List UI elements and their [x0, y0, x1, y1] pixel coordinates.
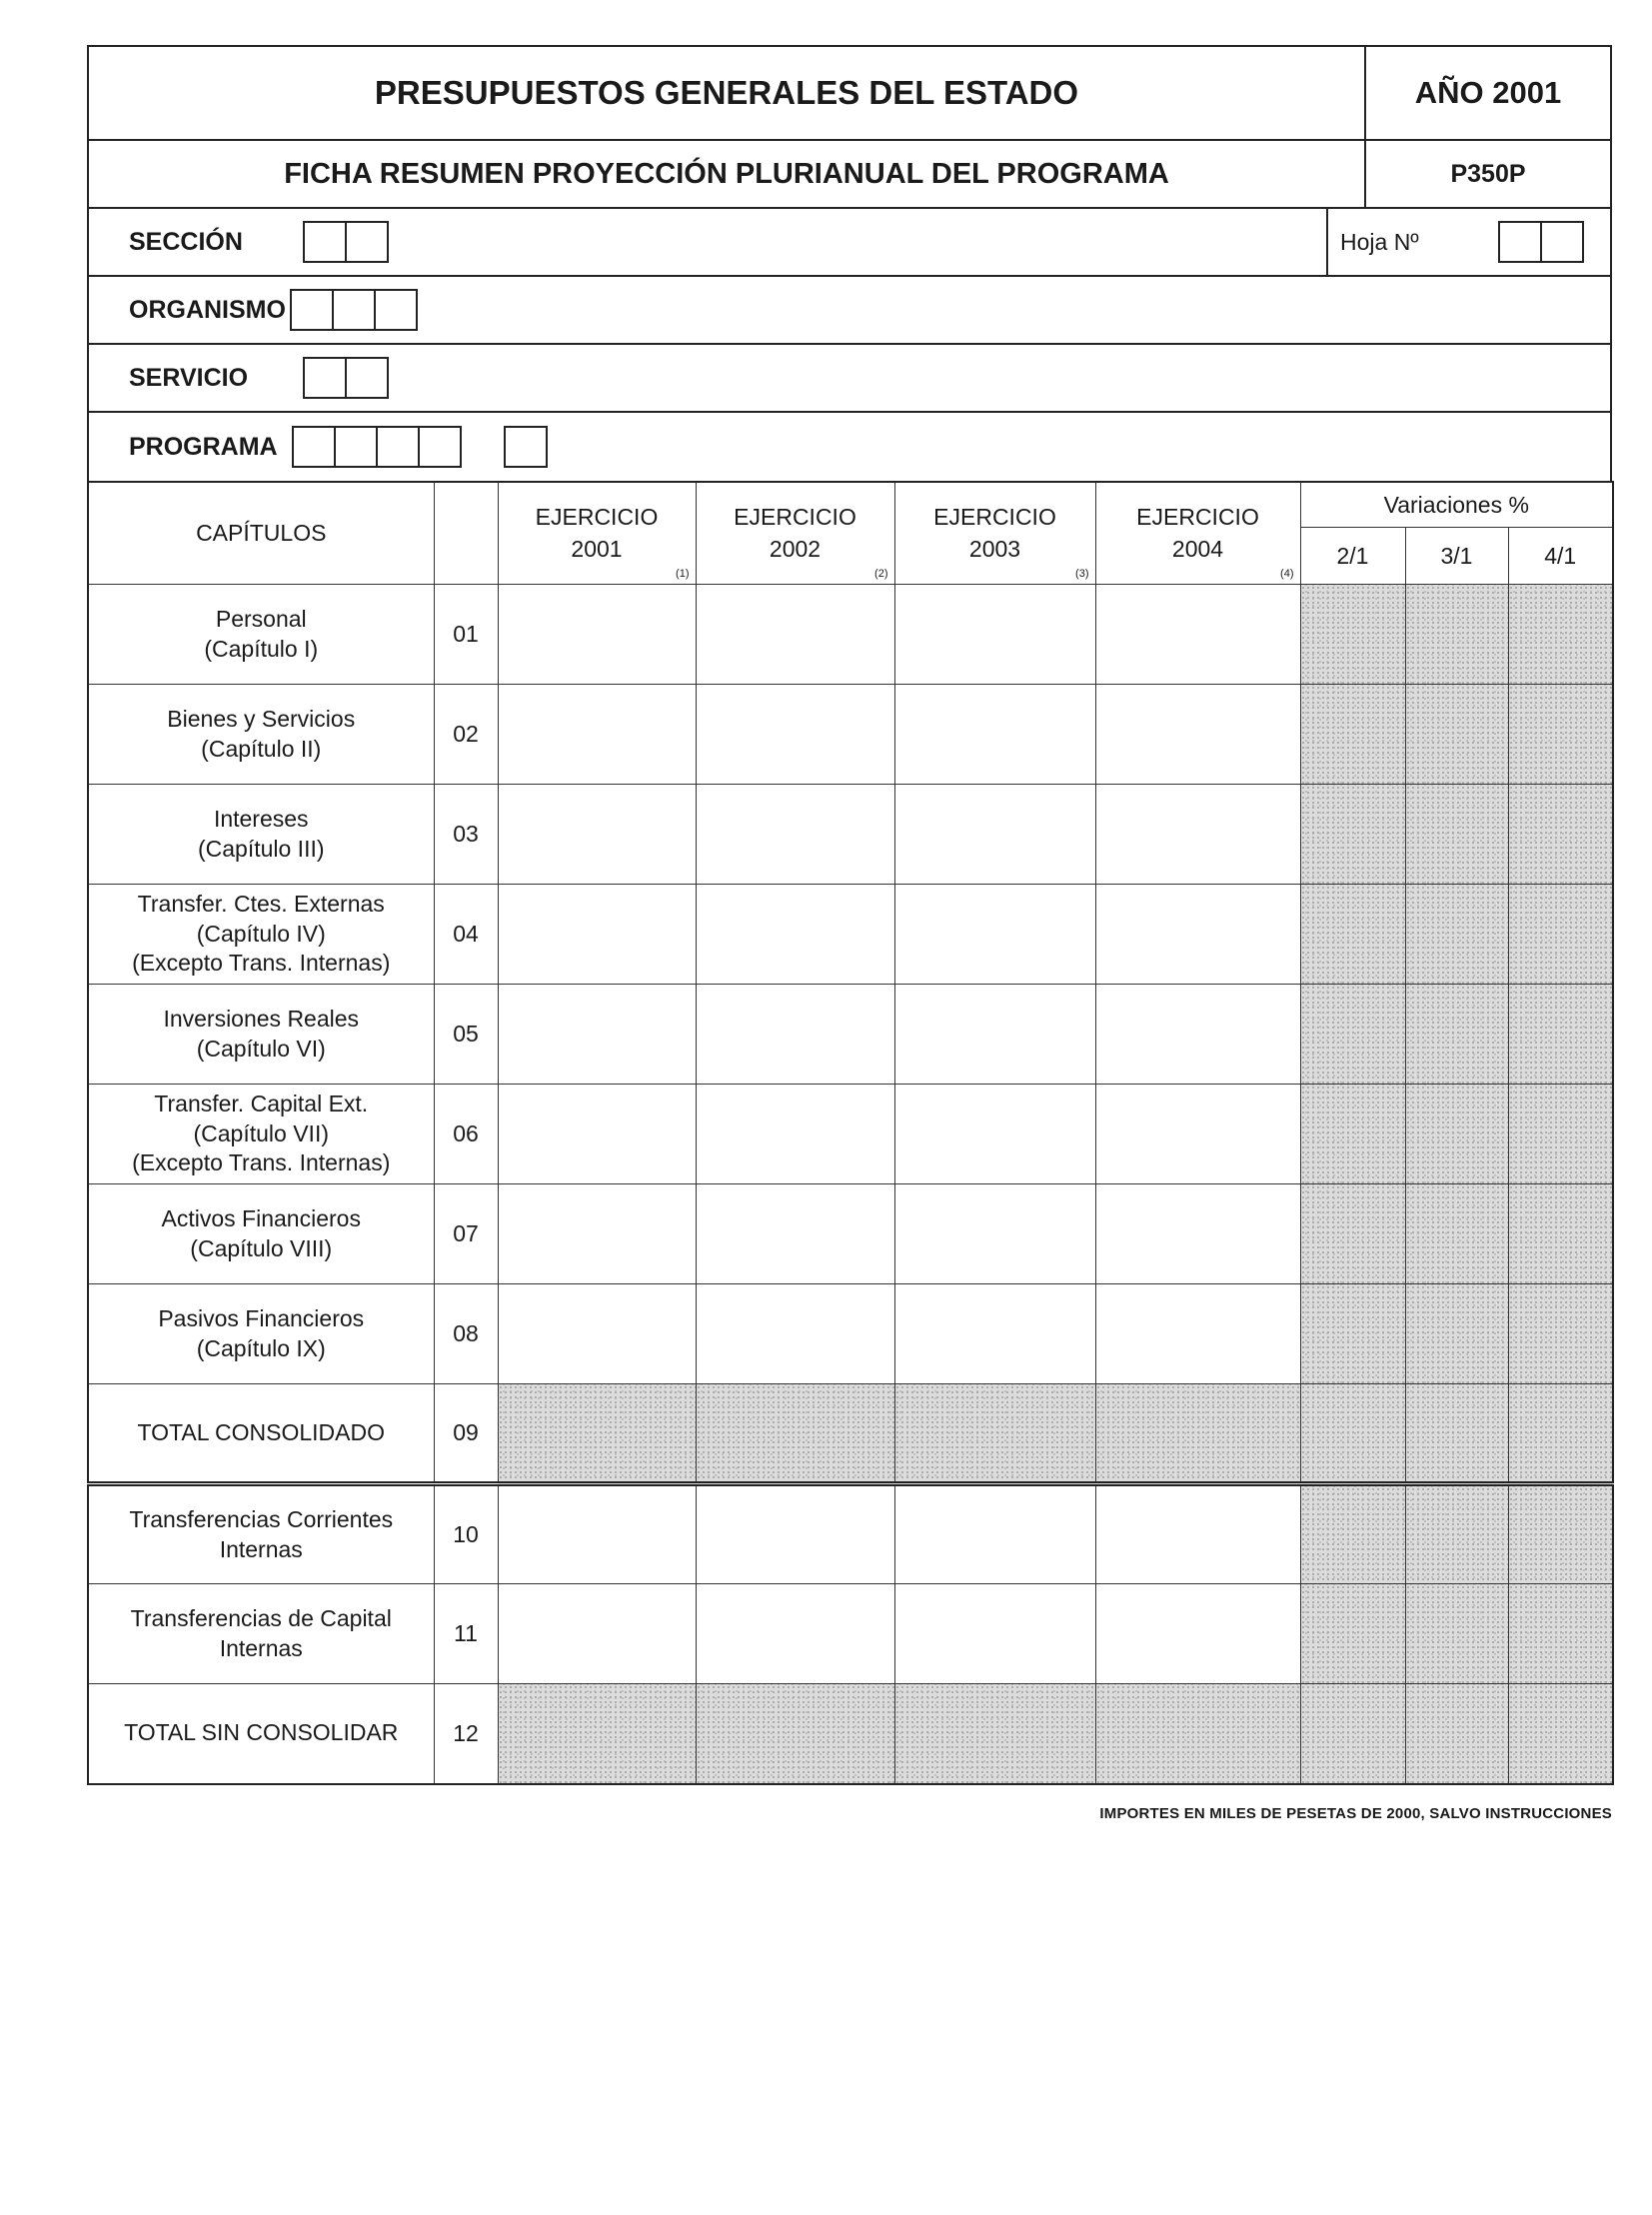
table-row	[88, 1184, 1613, 1284]
variation-cell	[1405, 985, 1508, 1085]
table-row	[88, 885, 1613, 985]
variation-cell	[1508, 1584, 1613, 1684]
ejercicio-header-2003	[894, 482, 1095, 585]
amount-cell	[696, 1684, 894, 1784]
form-year: AÑO 2001	[1364, 47, 1610, 139]
table-row	[88, 1284, 1613, 1384]
ejercicio-header-2002	[696, 482, 894, 585]
row-code: 09	[434, 1384, 498, 1484]
row-label: Pasivos Financieros (Capítulo IX)	[88, 1284, 434, 1384]
amount-cell[interactable]	[1095, 585, 1300, 685]
table-row	[88, 1484, 1613, 1584]
servicio-field	[87, 343, 1612, 411]
row-code: 07	[434, 1184, 498, 1284]
subtitle-row	[87, 139, 1612, 207]
amount-cell[interactable]	[1095, 985, 1300, 1085]
variation-cell	[1405, 785, 1508, 885]
amount-cell[interactable]	[498, 585, 696, 685]
variation-cell	[1300, 785, 1405, 885]
variation-cell	[1508, 985, 1613, 1085]
ratio-header-3-1: 3/1	[1405, 528, 1508, 585]
amount-cell[interactable]	[894, 1085, 1095, 1184]
ejercicio-label: EJERCICIO	[933, 504, 1056, 531]
amount-cell[interactable]	[498, 1484, 696, 1584]
ejercicio-header-2001	[498, 482, 696, 585]
row-code: 08	[434, 1284, 498, 1384]
ratio-header-2-1: 2/1	[1300, 528, 1405, 585]
row-code: 01	[434, 585, 498, 685]
amount-cell[interactable]	[696, 1184, 894, 1284]
seccion-row	[87, 207, 1612, 275]
row-code: 02	[434, 685, 498, 785]
variation-cell	[1508, 585, 1613, 685]
row-code: 04	[434, 885, 498, 985]
variation-cell	[1508, 685, 1613, 785]
variation-cell	[1300, 1284, 1405, 1384]
form-subtitle: FICHA RESUMEN PROYECCIÓN PLURIANUAL DEL PROGRAMA	[284, 157, 1169, 190]
amount-cell[interactable]	[498, 1284, 696, 1384]
row-code: 10	[434, 1484, 498, 1584]
variaciones-header: Variaciones %	[1300, 482, 1613, 528]
amount-cell	[498, 1684, 696, 1784]
amount-cell[interactable]	[894, 885, 1095, 985]
variation-cell	[1508, 1384, 1613, 1484]
programa-label: PROGRAMA	[129, 432, 278, 461]
ejercicio-note: (1)	[676, 568, 690, 581]
ejercicio-label: EJERCICIO	[734, 504, 856, 531]
amount-cell[interactable]	[498, 1584, 696, 1684]
row-label: TOTAL CONSOLIDADO	[88, 1384, 434, 1484]
amount-cell[interactable]	[696, 685, 894, 785]
footer-note: IMPORTES EN MILES DE PESETAS DE 2000, SALVO INSTRUCCIONES	[1099, 1805, 1612, 1822]
ejercicio-year: 2004	[1171, 535, 1224, 562]
amount-cell[interactable]	[696, 1484, 894, 1584]
row-label: Activos Financieros (Capítulo VIII)	[88, 1184, 434, 1284]
variation-cell	[1508, 885, 1613, 985]
organismo-input[interactable]	[290, 289, 418, 331]
capitulos-header: CAPÍTULOS	[88, 482, 434, 585]
amount-cell[interactable]	[498, 985, 696, 1085]
variation-cell	[1405, 685, 1508, 785]
amount-cell[interactable]	[894, 1584, 1095, 1684]
ejercicio-note: (4)	[1280, 568, 1294, 581]
variation-cell	[1300, 685, 1405, 785]
budget-form	[87, 45, 1612, 1785]
ejercicio-note: (3)	[1075, 568, 1089, 581]
organismo-field	[87, 275, 1612, 343]
amount-cell[interactable]	[498, 685, 696, 785]
amount-cell[interactable]	[696, 885, 894, 985]
ejercicio-label: EJERCICIO	[1136, 504, 1259, 531]
variation-cell	[1405, 1384, 1508, 1484]
row-label: Inversiones Reales (Capítulo VI)	[88, 985, 434, 1085]
variation-cell	[1405, 1484, 1508, 1584]
row-label: Transfer. Capital Ext. (Capítulo VII) (Excepto Trans. Internas)	[88, 1085, 434, 1184]
row-code: 11	[434, 1584, 498, 1684]
amount-cell[interactable]	[894, 985, 1095, 1085]
ejercicio-header-2004	[1095, 482, 1300, 585]
ejercicio-note: (2)	[874, 568, 888, 581]
amount-cell[interactable]	[498, 785, 696, 885]
servicio-label: SERVICIO	[129, 363, 249, 392]
variation-cell	[1508, 1284, 1613, 1384]
variation-cell	[1300, 1684, 1405, 1784]
amount-cell[interactable]	[1095, 1184, 1300, 1284]
organismo-label: ORGANISMO	[129, 295, 286, 324]
amount-cell[interactable]	[1095, 1284, 1300, 1384]
row-label: Transfer. Ctes. Externas (Capítulo IV) (Excepto Trans. Internas)	[88, 885, 434, 985]
amount-cell[interactable]	[1095, 1085, 1300, 1184]
variation-cell	[1300, 1184, 1405, 1284]
amount-cell[interactable]	[894, 1284, 1095, 1384]
variation-cell	[1300, 1384, 1405, 1484]
variation-cell	[1508, 1085, 1613, 1184]
amount-cell[interactable]	[894, 785, 1095, 885]
amount-cell[interactable]	[894, 1484, 1095, 1584]
ejercicio-label: EJERCICIO	[535, 504, 659, 531]
amount-cell[interactable]	[498, 1184, 696, 1284]
amount-cell[interactable]	[894, 1184, 1095, 1284]
amount-cell[interactable]	[696, 585, 894, 685]
variation-cell	[1508, 785, 1613, 885]
amount-cell	[894, 1684, 1095, 1784]
variation-cell	[1405, 1684, 1508, 1784]
amount-cell	[696, 1384, 894, 1484]
amount-cell[interactable]	[696, 1284, 894, 1384]
amount-cell[interactable]	[1095, 885, 1300, 985]
amount-cell[interactable]	[696, 785, 894, 885]
variation-cell	[1300, 1584, 1405, 1684]
table-row	[88, 785, 1613, 885]
programa-field	[87, 411, 1612, 481]
variation-cell	[1508, 1184, 1613, 1284]
table-row	[88, 1684, 1613, 1784]
row-code: 06	[434, 1085, 498, 1184]
variation-cell	[1508, 1484, 1613, 1584]
variation-cell	[1300, 985, 1405, 1085]
ejercicio-year: 2003	[968, 535, 1021, 562]
table-row	[88, 1584, 1613, 1684]
title-row	[87, 45, 1612, 139]
variation-cell	[1300, 885, 1405, 985]
amount-cell[interactable]	[696, 1085, 894, 1184]
table-row	[88, 985, 1613, 1085]
amount-cell	[1095, 1384, 1300, 1484]
budget-table	[87, 481, 1614, 1785]
table-row	[88, 685, 1613, 785]
amount-cell	[1095, 1684, 1300, 1784]
amount-cell[interactable]	[1095, 1584, 1300, 1684]
seccion-input[interactable]	[303, 221, 389, 263]
variation-cell	[1405, 1584, 1508, 1684]
variation-cell	[1405, 1284, 1508, 1384]
amount-cell[interactable]	[894, 585, 1095, 685]
row-code: 05	[434, 985, 498, 1085]
variation-cell	[1405, 585, 1508, 685]
variation-cell	[1300, 1085, 1405, 1184]
hoja-label: Hoja Nº	[1340, 228, 1419, 255]
amount-cell[interactable]	[498, 885, 696, 985]
row-label: Bienes y Servicios (Capítulo II)	[88, 685, 434, 785]
variation-cell	[1300, 1484, 1405, 1584]
row-label: Intereses (Capítulo III)	[88, 785, 434, 885]
row-label: Transferencias Corrientes Internas	[88, 1484, 434, 1584]
servicio-input[interactable]	[303, 357, 389, 399]
hoja-field	[1326, 209, 1610, 275]
amount-cell	[894, 1384, 1095, 1484]
ratio-header-4-1: 4/1	[1508, 528, 1613, 585]
row-label: Transferencias de Capital Internas	[88, 1584, 434, 1684]
row-code: 12	[434, 1684, 498, 1784]
amount-cell[interactable]	[894, 685, 1095, 785]
amount-cell[interactable]	[1095, 785, 1300, 885]
programa-suffix-input[interactable]	[504, 426, 548, 468]
hoja-input[interactable]	[1498, 221, 1584, 263]
code-header	[434, 482, 498, 585]
amount-cell[interactable]	[696, 985, 894, 1085]
form-code: P350P	[1364, 141, 1610, 207]
amount-cell	[498, 1384, 696, 1484]
ejercicio-year: 2001	[571, 535, 623, 562]
form-title: PRESUPUESTOS GENERALES DEL ESTADO	[374, 74, 1079, 111]
row-label: Personal (Capítulo I)	[88, 585, 434, 685]
amount-cell[interactable]	[696, 1584, 894, 1684]
variation-cell	[1405, 1184, 1508, 1284]
table-row	[88, 1085, 1613, 1184]
variation-cell	[1405, 1085, 1508, 1184]
table-row	[88, 585, 1613, 685]
row-code: 03	[434, 785, 498, 885]
amount-cell[interactable]	[1095, 1484, 1300, 1584]
row-label: TOTAL SIN CONSOLIDAR	[88, 1684, 434, 1784]
variation-cell	[1300, 585, 1405, 685]
table-row	[88, 1384, 1613, 1484]
amount-cell[interactable]	[498, 1085, 696, 1184]
variation-cell	[1405, 885, 1508, 985]
seccion-label: SECCIÓN	[129, 227, 243, 256]
programa-input[interactable]	[292, 426, 462, 468]
table-body	[88, 585, 1613, 1784]
variation-cell	[1508, 1684, 1613, 1784]
amount-cell[interactable]	[1095, 685, 1300, 785]
seccion-field	[89, 209, 1326, 275]
ejercicio-year: 2002	[769, 535, 822, 562]
